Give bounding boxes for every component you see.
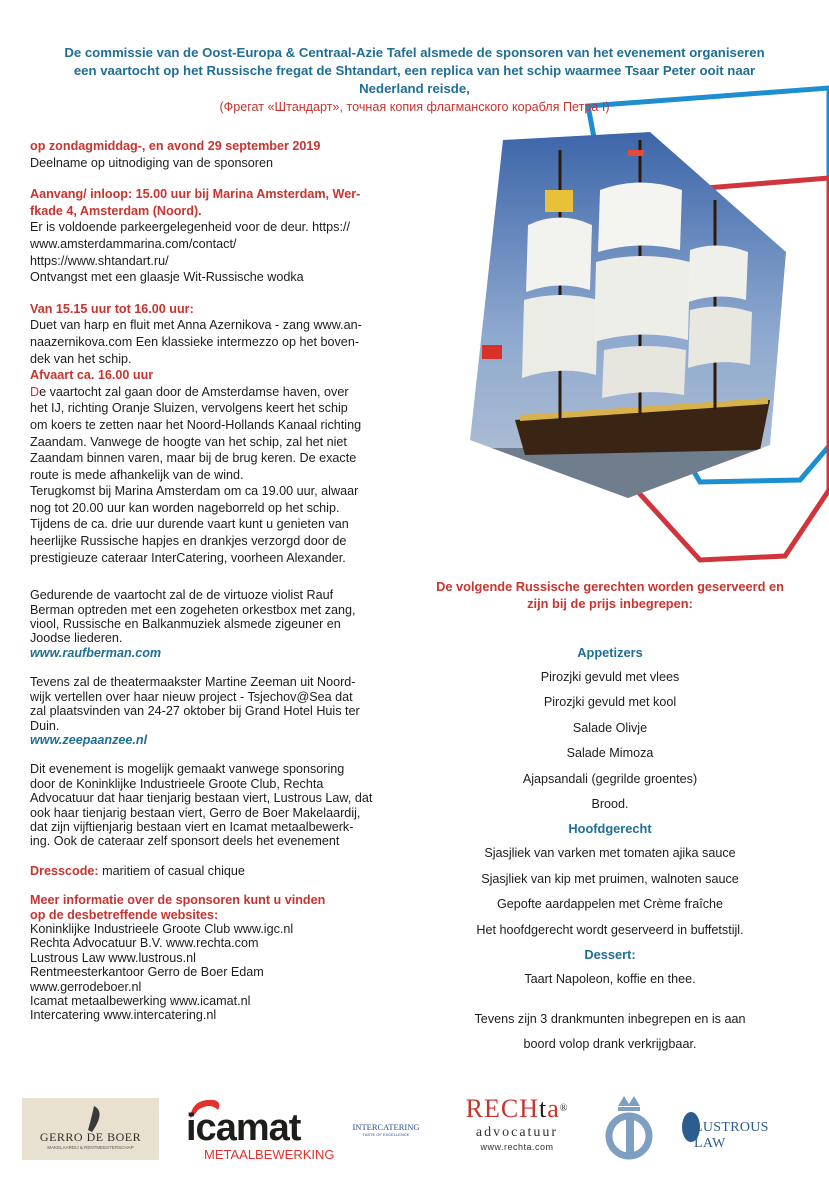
- violin-line: Berman optreden met een zogeheten orkestbox met zang,: [30, 602, 356, 617]
- duet-line: dek van het schip.: [30, 351, 132, 366]
- menu-item: Pirozjki gevuld met vlees: [540, 670, 680, 684]
- rechta-logo-a: a: [547, 1094, 560, 1123]
- invite-text: Deelname op uitnodiging van de sponsoren: [30, 155, 273, 170]
- sponsor-line: Advocatuur dat haar tienjarig bestaan viert, Lustrous Law, dat: [30, 791, 373, 806]
- theatre-line: Tevens zal de theatermaakster Martine Zeeman uit Noord-: [30, 675, 356, 690]
- rechta-logo-web: www.rechta.com: [480, 1142, 554, 1152]
- zeepaanzee-link[interactable]: www.zeepaanzee.nl: [30, 732, 148, 747]
- event-details: [30, 138, 410, 1023]
- depart-heading: Afvaart ca. 16.00 uur: [30, 368, 154, 383]
- menu-item: Salade Olivje: [572, 720, 648, 735]
- start-address: fkade 4, Amsterdam (Noord).: [30, 203, 202, 218]
- menu-item: Pirozjki gevuld met kool: [543, 695, 677, 710]
- igc-logo: [598, 1092, 660, 1166]
- theatre-line: zal plaatsvinden van 24-27 oktober bij Grand Hotel Huis ter: [30, 704, 360, 719]
- raufberman-link[interactable]: www.raufberman.com: [30, 645, 162, 660]
- lustrous-law-logo: [680, 1108, 790, 1151]
- icamat-logo: [182, 1096, 335, 1164]
- route-line: Zaandam binnen varen, maar bij de brug keren. De exacte: [30, 451, 357, 466]
- gerro-de-boer-logo: [22, 1098, 159, 1160]
- route-line: Zaandam. Vanwege de hoogte van het schip, zal het niet: [30, 434, 347, 449]
- menu-heading-line: zijn bij de prijs inbegrepen:: [527, 596, 693, 611]
- icamat-logo-text: icamat: [186, 1107, 301, 1149]
- intro-line: een vaartocht op het Russische fregat de Shtandart, een replica van het schip waarmee Tsaar Peter ooit naar: [73, 63, 756, 78]
- dresscode: [30, 864, 410, 878]
- rechta-logo-text: RECH: [465, 1094, 539, 1123]
- route-line: [30, 384, 410, 401]
- rechta-logo: [452, 1095, 582, 1165]
- start-time: Aanvang/ inloop: 15.00 uur bij Marina Amsterdam, Wer-: [30, 187, 361, 202]
- menu-heading-line: De volgende Russische gerechten worden geserveerd en: [436, 579, 784, 594]
- menu-item: Sjasjliek van kip met pruimen, walnoten sauce: [481, 871, 739, 886]
- route-line: route is mede afhankelijk van de wind.: [30, 467, 244, 482]
- rechta-logo-t: t: [538, 1094, 548, 1123]
- drinks-note-line: boord volop drank verkrijgbaar.: [523, 1036, 697, 1051]
- time-heading: Van 15.15 uur tot 16.00 uur:: [30, 301, 194, 316]
- theatre-line: Duin.: [30, 718, 60, 733]
- dessert-heading: Dessert:: [584, 946, 636, 962]
- intro-russian: (Фрегат «Штандарт», точная копия флагманского корабля Петра I): [219, 100, 610, 114]
- duet-line: naazernikova.com Een klassieke intermezzo op het boven-: [30, 334, 360, 349]
- crown-emblem-icon: [598, 1092, 660, 1166]
- sponsor-site: www.gerrodeboer.nl: [30, 979, 142, 994]
- sponsor-site: Rechta Advocatuur B.V. www.rechta.com: [30, 936, 259, 951]
- return-line: Terugkomst bij Marina Amsterdam om ca 19.00 uur, alwaar: [30, 484, 359, 499]
- return-line: heerlijke Russische hapjes en drankjes verzorgd door de: [30, 534, 347, 549]
- menu-item: Taart Napoleon, koffie en thee.: [524, 971, 696, 986]
- gerro-logo-text: GERRO DE BOER: [39, 1130, 142, 1144]
- lustrous-logo-text: LUSTROUS LAW: [694, 1120, 769, 1151]
- menu-section: [420, 578, 800, 1057]
- menu-item: Brood.: [591, 796, 629, 811]
- intro-heading: [30, 44, 799, 116]
- drinks-note-line: Tevens zijn 3 drankmunten inbegrepen en is aan: [474, 1011, 746, 1026]
- reception-line: Ontvangst met een glaasje Wit-Russische wodka: [30, 270, 304, 285]
- sponsor-site: Koninklijke Industrieele Groote Club www.igc.nl: [30, 921, 294, 936]
- intro-line: Nederland reisde,: [359, 81, 470, 96]
- theatre-line: wijk vertellen over haar nieuw project - Tsjechov@Sea dat: [30, 689, 353, 704]
- sponsor-site: Rentmeesterkantoor Gerro de Boer Edam: [30, 965, 264, 980]
- intro-line: De commissie van de Oost-Europa & Centraal-Azie Tafel alsmede de sponsoren van het evenement organiseren: [64, 45, 765, 60]
- icamat-logo-sub: METAALBEWERKING: [204, 1147, 335, 1162]
- sponsor-line: ook haar tienjarig bestaan viert, Gerro de Boer Makelaardij,: [30, 805, 361, 820]
- intercatering-logo: [352, 1122, 420, 1144]
- route-text: e vaartocht zal gaan door de Amsterdamse haven, over: [39, 384, 349, 399]
- menu-item: Ajapsandali (gegrilde groentes): [522, 771, 698, 786]
- intercatering-logo-sub: TASTE OF EXCELLENCE: [362, 1132, 410, 1137]
- route-line: het IJ, richting Oranje Sluizen, vervolgens keert het schip: [30, 401, 348, 416]
- sponsor-line: dat zijn vijftienjarig bestaan viert en Icamat metaalbewerk-: [30, 819, 354, 834]
- quill-icon: [22, 1098, 159, 1160]
- duet-line: Duet van harp en fluit met Anna Azernikova - zang www.an-: [30, 318, 362, 333]
- violin-line: Gedurende de vaartocht zal de de virtuoze violist Rauf: [30, 588, 334, 603]
- sponsor-site: Icamat metaalbewerking www.icamat.nl: [30, 994, 251, 1008]
- shtandart-link[interactable]: https://www.shtandart.ru/: [30, 253, 169, 268]
- sponsor-site: Intercatering www.intercatering.nl: [30, 1008, 217, 1023]
- return-line: Tijdens de ca. drie uur durende vaart kunt u genieten van: [30, 517, 349, 532]
- appetizers-heading: Appetizers: [577, 645, 643, 660]
- dresscode-label: Dresscode:: [30, 863, 99, 878]
- more-info-heading: op de desbetreffende websites:: [30, 907, 219, 922]
- parking-line: Er is voldoende parkeergelegenheid voor de deur. https://: [30, 220, 350, 235]
- return-line: nog tot 20.00 uur kan worden nageborreld op het schip.: [30, 500, 340, 515]
- sponsor-line: ing. Ook de cateraar zelf sponsort deels het evenement: [30, 834, 340, 849]
- menu-heading: [420, 578, 800, 612]
- sponsor-line: Dit evenement is mogelijk gemaakt vanwege sponsoring: [30, 762, 345, 777]
- violin-line: viool, Russische en Balkanmuziek alsmede zigeuner en: [30, 617, 341, 632]
- intercatering-logo-text: INTERCATERING: [352, 1122, 420, 1132]
- gerro-logo-sub: MAKELAARDIJ & RENTMEESTERSCHAP: [47, 1145, 134, 1150]
- violin-line: Joodse liederen.: [30, 631, 123, 646]
- menu-item: Salade Mimoza: [566, 746, 654, 761]
- menu-item: Sjasjliek van varken met tomaten ajika sauce: [484, 846, 736, 861]
- drinks-note: [420, 1007, 800, 1057]
- more-info-heading: Meer informatie over de sponsoren kunt u vinden: [30, 893, 326, 908]
- event-date: op zondagmiddag-, en avond 29 september 2019: [30, 139, 321, 153]
- rechta-logo-reg: ®: [559, 1103, 569, 1114]
- rechta-logo-sub: advocatuur: [475, 1125, 559, 1140]
- return-line: prestigieuze cateraar InterCatering, voorheen Alexander.: [30, 550, 346, 565]
- route-initial: D: [30, 384, 40, 399]
- menu-item: Gepofte aardappelen met Crème fraîche: [496, 897, 724, 912]
- route-line: om koers te zetten naar het Noord-Hollands Kanaal richting: [30, 417, 362, 432]
- sponsor-site: Lustrous Law www.lustrous.nl: [30, 950, 196, 965]
- main-heading: Hoofdgerecht: [568, 821, 652, 837]
- sponsor-line: door de Koninklijke Industrieele Groote Club, Rechta: [30, 776, 324, 791]
- menu-item: Het hoofdgerecht wordt geserveerd in buffetstijl.: [476, 922, 744, 937]
- marina-link[interactable]: www.amsterdammarina.com/contact/: [30, 236, 237, 251]
- dresscode-value: maritiem of casual chique: [98, 863, 245, 878]
